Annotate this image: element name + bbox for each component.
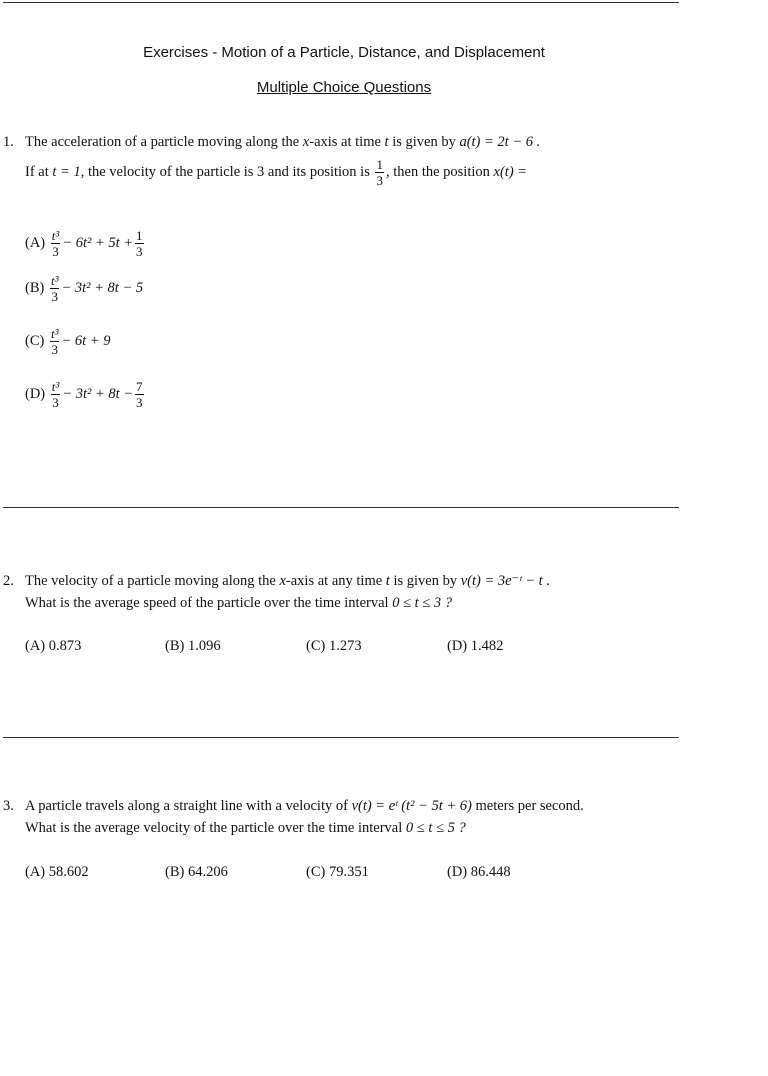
q3-option-a[interactable]: (A) 58.602 [25, 864, 89, 880]
q1-text-f: , then the position [385, 163, 494, 180]
q2-option-d[interactable]: (D) 1.482 [447, 638, 504, 654]
q1-text-e: , the velocity of the particle is 3 and its position is [80, 163, 374, 180]
q3-velocity-expr: v(t) = eᵗ (t² − 5t + 6) [351, 798, 472, 814]
q1-accel-expr: a(t) = 2t − 6 . [459, 134, 541, 150]
q2-velocity-expr: v(t) = 3e⁻ᵗ − t . [460, 573, 550, 589]
q1-option-c[interactable]: (C) $\frac{\text{t³}}{3}$ − 6t + 9 [25, 326, 111, 357]
q1-option-d[interactable]: (D) $\frac{\text{t³}}{3}$ − 3t² + 8t − $\frac{7}{3}$ [25, 379, 143, 410]
q2-option-b[interactable]: (B) 1.096 [165, 638, 221, 654]
q3-option-c[interactable]: (C) 79.351 [306, 864, 369, 880]
question-1-number: 1. [3, 134, 14, 150]
question-2-line-1: The velocity of a particle moving along the x-axis at any time t is given by v(t) = 3e⁻ᵗ − t . [25, 573, 550, 589]
q1-text-c: is given by [388, 134, 460, 150]
q1-option-b[interactable]: (B) $\frac{\text{t³}}{3}$ − 3t² + 8t − 5 [25, 273, 144, 304]
question-1-line-1 [25, 134, 540, 151]
q1-var-t: t [384, 134, 389, 150]
q1-option-a[interactable]: (A) $\frac{\text{t³}}{3}$ − 6t² + 5t + $\frac{1}{3}$ [25, 228, 143, 259]
q3-interval: 0 ≤ t ≤ 5 ? [405, 820, 466, 836]
top-divider [3, 2, 679, 3]
q3-option-b[interactable]: (B) 64.206 [165, 864, 228, 880]
page-title: Exercises - Motion of a Particle, Distance, and Displacement [143, 44, 545, 61]
q1-text-b: -axis at time [309, 134, 385, 150]
q1-cond: t = 1 [52, 163, 81, 180]
question-2-number: 2. [3, 573, 14, 589]
q1-text-a: The acceleration of a particle moving along the [25, 134, 303, 150]
q2-interval: 0 ≤ t ≤ 3 ? [392, 595, 453, 611]
q1-position-expr: x(t) = [493, 163, 528, 180]
q1-var-x: x [302, 134, 310, 150]
question-1-line-2 [25, 158, 527, 187]
question-3-number: 3. [3, 798, 14, 814]
q1-text-d: If at [25, 163, 53, 180]
question-3-line-1: A particle travels along a straight line with a velocity of v(t) = eᵗ (t² − 5t + 6) meters per second. [25, 798, 584, 814]
q1-position-fraction: $\frac{1}{3}$ [376, 157, 383, 188]
divider-1 [3, 507, 679, 508]
subtitle-text: Multiple Choice Questions [256, 79, 432, 96]
q3-option-d[interactable]: (D) 86.448 [447, 864, 511, 880]
q2-option-c[interactable]: (C) 1.273 [306, 638, 362, 654]
q2-option-a[interactable]: (A) 0.873 [25, 638, 82, 654]
divider-2 [3, 737, 679, 738]
page-subtitle [0, 79, 688, 96]
question-3-line-2: What is the average velocity of the particle over the time interval 0 ≤ t ≤ 5 ? [25, 820, 466, 836]
question-2-line-2: What is the average speed of the particle over the time interval 0 ≤ t ≤ 3 ? [25, 595, 453, 611]
